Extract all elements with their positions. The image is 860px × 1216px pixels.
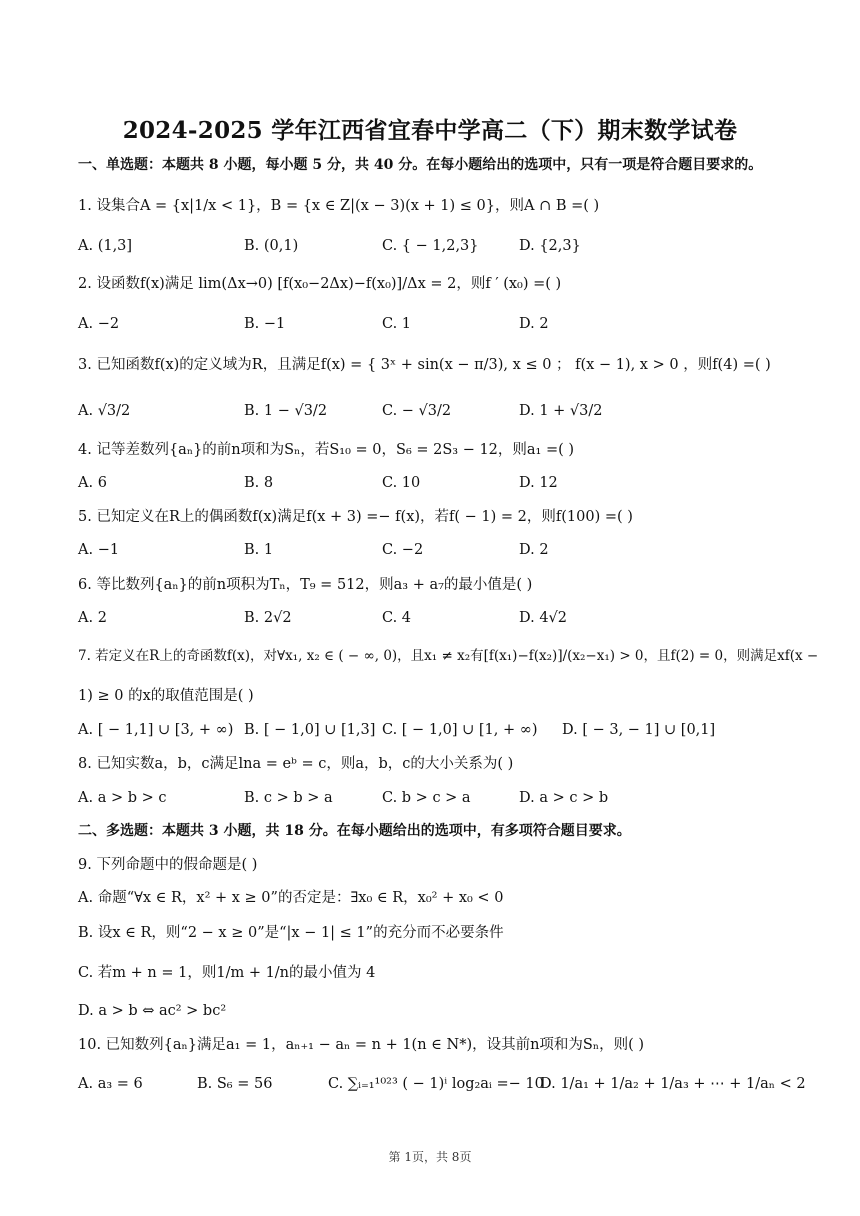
question-6-option-b: B. 2√2 — [244, 610, 292, 626]
question-10-option-b: B. S₆ = 56 — [197, 1076, 273, 1092]
question-10-stem: 10. 已知数列{aₙ}满足a₁ = 1，aₙ₊₁ − aₙ = n + 1(n ∈ N*)，设其前n项和为Sₙ，则( ) — [78, 1037, 645, 1053]
question-5-option-a: A. −1 — [78, 542, 120, 558]
question-3-option-b: B. 1 − √3/2 — [244, 403, 328, 419]
question-8-option-c: C. b > c > a — [382, 790, 471, 806]
question-8-stem: 8. 已知实数a，b，c满足lna = eᵇ = c，则a，b，c的大小关系为( ) — [78, 756, 514, 772]
section-heading-single-choice: 一、单选题：本题共 8 小题，每小题 5 分，共 40 分。在每小题给出的选项中，只有一项是符合题目要求的。 — [78, 157, 763, 173]
question-6-option-c: C. 4 — [382, 610, 412, 626]
question-4-option-b: B. 8 — [244, 475, 274, 491]
question-9-option-c: C. 若m + n = 1，则1/m + 1/n的最小值为 4 — [78, 965, 376, 981]
question-2-option-d: D. 2 — [519, 316, 549, 332]
question-9-stem: 9. 下列命题中的假命题是( ) — [78, 857, 258, 873]
question-7-stem: 7. 若定义在R上的奇函数f(x)，对∀x₁, x₂ ∈ ( − ∞, 0)，且x₁ ≠ x₂有[f(x₁)−f(x₂)]/(x₂−x₁) > 0，且f(2) = 0，则满足xf(x − — [78, 648, 819, 664]
question-8-option-b: B. c > b > a — [244, 790, 333, 806]
question-5-option-b: B. 1 — [244, 542, 274, 558]
question-4-option-d: D. 12 — [519, 475, 558, 491]
question-1-option-d: D. {2,3} — [519, 238, 581, 254]
question-2-stem: 2. 设函数f(x)满足 lim(Δx→0) [f(x₀−2Δx)−f(x₀)]/Δx = 2，则f ′ (x₀) =( ) — [78, 276, 562, 292]
question-2-option-b: B. −1 — [244, 316, 286, 332]
question-6-option-a: A. 2 — [78, 610, 107, 626]
question-10-option-c: C. ∑ᵢ₌₁¹⁰²³ ( − 1)ⁱ log₂aᵢ =− 10 — [328, 1076, 544, 1092]
question-4-option-a: A. 6 — [78, 475, 107, 491]
question-7-option-b: B. [ − 1,0] ∪ [1,3] — [244, 722, 376, 738]
question-9-option-d: D. a > b ⇔ ac² > bc² — [78, 1003, 227, 1019]
question-9-option-b: B. 设x ∈ R，则“2 − x ≥ 0”是“|x − 1| ≤ 1”的充分而不必要条件 — [78, 925, 504, 941]
question-1-option-a: A. (1,3] — [78, 238, 133, 254]
question-7-option-a: A. [ − 1,1] ∪ [3, + ∞) — [78, 722, 234, 738]
question-8-option-a: A. a > b > c — [78, 790, 167, 806]
question-5-stem: 5. 已知定义在R上的偶函数f(x)满足f(x + 3) =− f(x)，若f( − 1) = 2，则f(100) =( ) — [78, 509, 633, 525]
page-footer: 第 1页，共 8页 — [388, 1150, 472, 1164]
question-3-option-a: A. √3/2 — [78, 403, 131, 419]
question-3-stem: 3. 已知函数f(x)的定义域为R，且满足f(x) = { 3ˣ + sin(x − π/3), x ≤ 0 ； f(x − 1), x > 0 ，则f(4) =( ) — [78, 357, 771, 373]
question-1-stem: 1. 设集合A = {x|1/x < 1}，B = {x ∈ Z|(x − 3)(x + 1) ≤ 0}，则A ∩ B =( ) — [78, 198, 600, 214]
question-4-stem: 4. 记等差数列{aₙ}的前n项和为Sₙ，若S₁₀ = 0，S₆ = 2S₃ − 12，则a₁ =( ) — [78, 442, 575, 458]
question-1-option-c: C. { − 1,2,3} — [382, 238, 479, 254]
question-3-option-c: C. − √3/2 — [382, 403, 452, 419]
question-4-option-c: C. 10 — [382, 475, 421, 491]
question-7-option-c: C. [ − 1,0] ∪ [1, + ∞) — [382, 722, 538, 738]
question-9-option-a: A. 命题“∀x ∈ R，x² + x ≥ 0”的否定是：∃x₀ ∈ R，x₀² + x₀ < 0 — [78, 890, 504, 906]
question-8-option-d: D. a > c > b — [519, 790, 609, 806]
question-10-option-a: A. a₃ = 6 — [78, 1076, 143, 1092]
question-6-option-d: D. 4√2 — [519, 610, 568, 626]
question-2-option-a: A. −2 — [78, 316, 120, 332]
question-6-stem: 6. 等比数列{aₙ}的前n项积为Tₙ，T₉ = 512，则a₃ + a₇的最小值是( ) — [78, 577, 533, 593]
question-7-option-d: D. [ − 3, − 1] ∪ [0,1] — [562, 722, 716, 738]
question-5-option-c: C. −2 — [382, 542, 424, 558]
question-2-option-c: C. 1 — [382, 316, 412, 332]
question-3-option-d: D. 1 + √3/2 — [519, 403, 603, 419]
question-5-option-d: D. 2 — [519, 542, 549, 558]
question-10-option-d: D. 1/a₁ + 1/a₂ + 1/a₃ + ⋯ + 1/aₙ < 2 — [540, 1076, 806, 1092]
section-heading-multiple-choice: 二、多选题：本题共 3 小题，共 18 分。在每小题给出的选项中，有多项符合题目要求。 — [78, 823, 631, 839]
exam-title: 2024-2025 学年江西省宜春中学高二（下）期末数学试卷 — [122, 117, 738, 144]
question-1-option-b: B. (0,1) — [244, 238, 299, 254]
question-7-stem-continued: 1) ≥ 0 的x的取值范围是( ) — [78, 688, 254, 704]
